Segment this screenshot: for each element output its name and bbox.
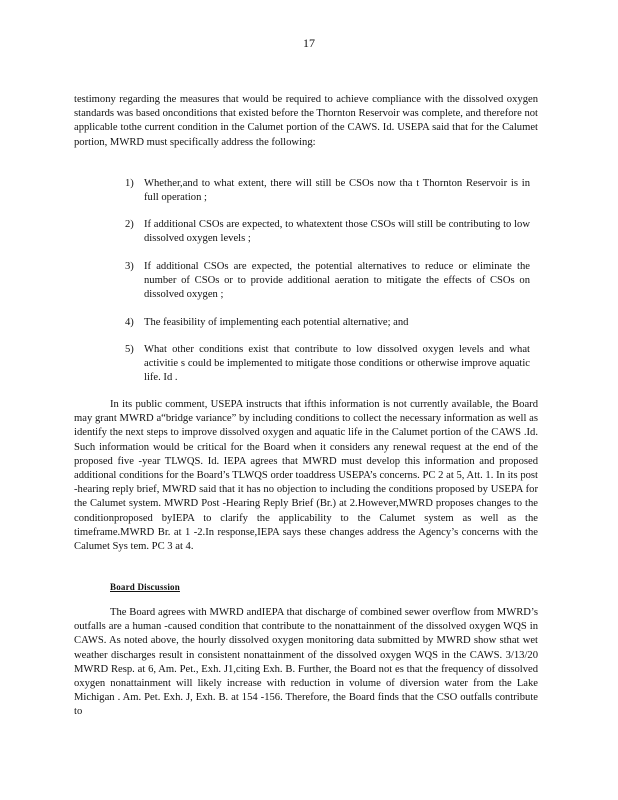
list-item: [125, 218, 530, 246]
list-item-text: The feasibility of implementing each potential alternative; and: [144, 317, 409, 328]
list-item-number: 1): [125, 178, 134, 189]
list-item: [125, 343, 530, 386]
list-item-text: What other conditions exist that contribute to low dissolved oxygen levels and what activitie s could be implemented to mitigate those conditions or otherwise improve aquatic life. Id .: [144, 344, 530, 384]
board-discussion-block: [74, 606, 538, 720]
list-item-number: 3): [125, 261, 134, 272]
list-item-text: If additional CSOs are expected, the potential alternatives to reduce or eliminate the number of CSOs or to provide additional aeration to mitigate the effects of CSOs on dissolved oxygen ;: [144, 261, 530, 301]
list-item: [125, 260, 530, 303]
list-item-text: Whether,and to what extent, there will still be CSOs now tha t Thornton Reservoir is in full operation ;: [144, 178, 530, 204]
list-item-text: If additional CSOs are expected, to whatextent those CSOs will still be contributing to low dissolved oxygen levels ;: [144, 219, 530, 245]
public-comment-block: [74, 398, 538, 554]
page-number: 17: [303, 36, 315, 50]
public-comment-paragraph: In its public comment, USEPA instructs that ifthis information is not currently available, the Board may grant MWRD a“bridge variance” by including conditions to collect the necessary information as well as identify the next steps to improve dissolved oxygen and aquatic life in the Calumet portion of the CAWS .Id. Such information would be critical for the Board when it considers any renewal request at the end of the proposed five -year TLWQS. Id. IEPA agrees that MWRD must develop this information and proposed additional conditions for the Board’s TLWQS order toaddress USEPA’s concerns. PC 2 at 5, Att. 1. In its post -hearing reply brief, MWRD said that it has no objection to including the conditions proposed by USEPA for the Calumet system. MWRD Post -Hearing Reply Brief (Br.) at 2.However,MWRD proposes changes to the conditionproposed byIEPA to clarify the applicability to the Calumet system as well as the timeframe.MWRD Br. at 1 -2.In response,IEPA says these changes address the Agency’s concerns with the Calumet Sys tem. PC 3 at 4.: [74, 399, 538, 553]
list-item-number: 5): [125, 344, 134, 355]
intro-paragraph: testimony regarding the measures that would be required to achieve compliance with the dissolved oxygen standards was based onconditions that existed before the Thornton Reservoir was complete, and therefore not applicable tothe current condition in the Calumet portion of the CAWS. Id. USEPA said that for the Calumet portion, MWRD must specifically address the following:: [74, 94, 538, 148]
list-item-number: 2): [125, 219, 134, 230]
board-discussion-paragraph: The Board agrees with MWRD andIEPA that discharge of combined sewer overflow from MWRD’s outfalls are a human -caused condition that contribute to the nonattainment of the dissolved oxygen WQS in CAWS. As noted above, the hourly dissolved oxygen monitoring data submitted by MWRD show sthat wet weather discharges result in consistent nonattainment of the dissolved oxygen WQS in the CAWS. 3/13/20 MWRD Resp. at 6, Am. Pet., Exh. J1,citing Exh. B. Further, the Board not es that the frequency of dissolved oxygen nonattainment will likely increase with reduction in volume of diversion water from the Lake Michigan . Am. Pet. Exh. J, Exh. B. at 154 -156. Therefore, the Board finds that the CSO outfalls contribute to: [74, 607, 538, 718]
section-heading: Board Discussion: [110, 582, 180, 592]
intro-paragraph-block: [74, 93, 538, 150]
list-item: [125, 316, 530, 330]
list-item-number: 4): [125, 317, 134, 328]
list-item: [125, 177, 530, 205]
